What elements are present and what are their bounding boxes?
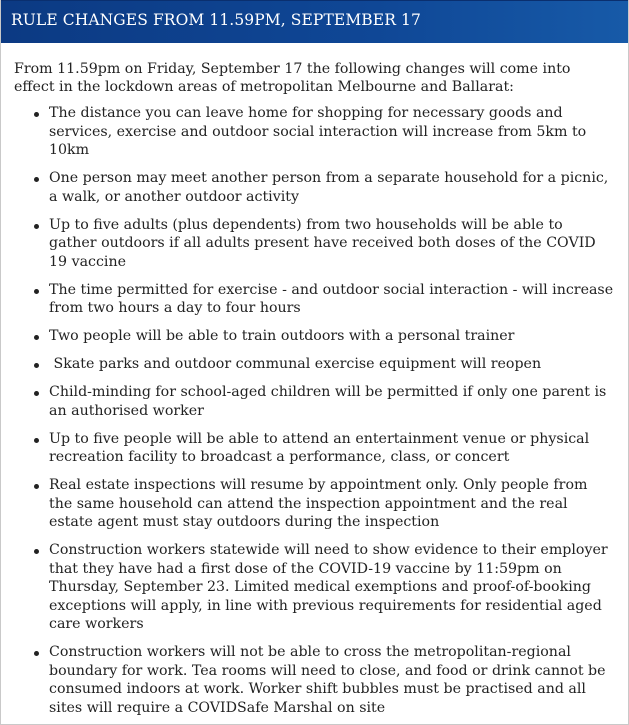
bullet-icon — [34, 391, 39, 396]
rule-text: The time permitted for exercise - and outdoor social interaction - will increase from two hours a day to four hours — [49, 281, 614, 316]
bullet-icon — [34, 651, 39, 656]
bullet-icon — [34, 112, 39, 117]
rule-text: Up to five adults (plus dependents) from two households will be able to gather outdoors if all adults present have received both doses of the COVID 19 vaccine — [49, 216, 596, 270]
rule-text: Construction workers will not be able to cross the metropolitan-regional boundary for work. Tea rooms will need to close, and food or drink cannot be consumed indoors at work. Worker shift bubbles must be practised and all sites will require a COVIDSafe Marshal on site — [49, 644, 606, 716]
rule-text: Up to five people will be able to attend an entertainment venue or physical recreation facility to broadcast a performance, class, or concert — [49, 430, 590, 465]
bullet-icon — [34, 335, 39, 340]
rule-item — [34, 355, 614, 374]
panel-title: RULE CHANGES FROM 11.59PM, SEPTEMBER 17 — [11, 11, 421, 29]
bullet-icon — [34, 289, 39, 294]
rule-item — [34, 169, 614, 206]
bullet-icon — [34, 438, 39, 443]
rule-text: One person may meet another person from a separate household for a picnic, a walk, or another outdoor activity — [49, 170, 609, 205]
rule-text: The distance you can leave home for shopping for necessary goods and services, exercise and outdoor social interaction will increase from 5km to 10km — [49, 105, 587, 158]
rule-text: Real estate inspections will resume by appointment only. Only people from the same household can attend the inspection appointment and the real estate agent must stay outdoors during the inspection — [49, 477, 588, 530]
rule-item — [34, 327, 614, 346]
rule-item — [34, 383, 614, 420]
rule-item — [34, 541, 614, 634]
rule-item — [34, 643, 614, 717]
rules-list — [14, 104, 614, 717]
rule-text: Two people will be able to train outdoors with a personal trainer — [49, 328, 515, 344]
bullet-icon — [34, 549, 39, 554]
rule-item — [34, 476, 614, 532]
rule-text: Skate parks and outdoor communal exercise equipment will reopen — [49, 356, 542, 372]
bullet-icon — [34, 363, 39, 368]
intro-paragraph: From 11.59pm on Friday, September 17 the following changes will come into effect in the lockdown areas of metropolitan Melbourne and Ballarat: — [14, 61, 571, 95]
panel-header — [1, 0, 628, 43]
rule-item — [34, 430, 614, 467]
rule-text: Construction workers statewide will need to show evidence to their employer that they have had a first dose of the COVID-19 vaccine by 11:59pm on Thursday, September 23. Limited medical exemptions and proof-of-booking exceptions will apply, in line with previous requirements for residential aged care workers — [49, 542, 608, 632]
rule-item — [34, 281, 614, 318]
panel-content — [1, 43, 628, 717]
rule-text: Child-minding for school-aged children will be permitted if only one parent is an authorised worker — [49, 384, 607, 419]
bullet-icon — [34, 484, 39, 489]
rule-item — [34, 216, 614, 272]
rule-item — [34, 104, 614, 160]
bullet-icon — [34, 224, 39, 229]
bullet-icon — [34, 177, 39, 182]
